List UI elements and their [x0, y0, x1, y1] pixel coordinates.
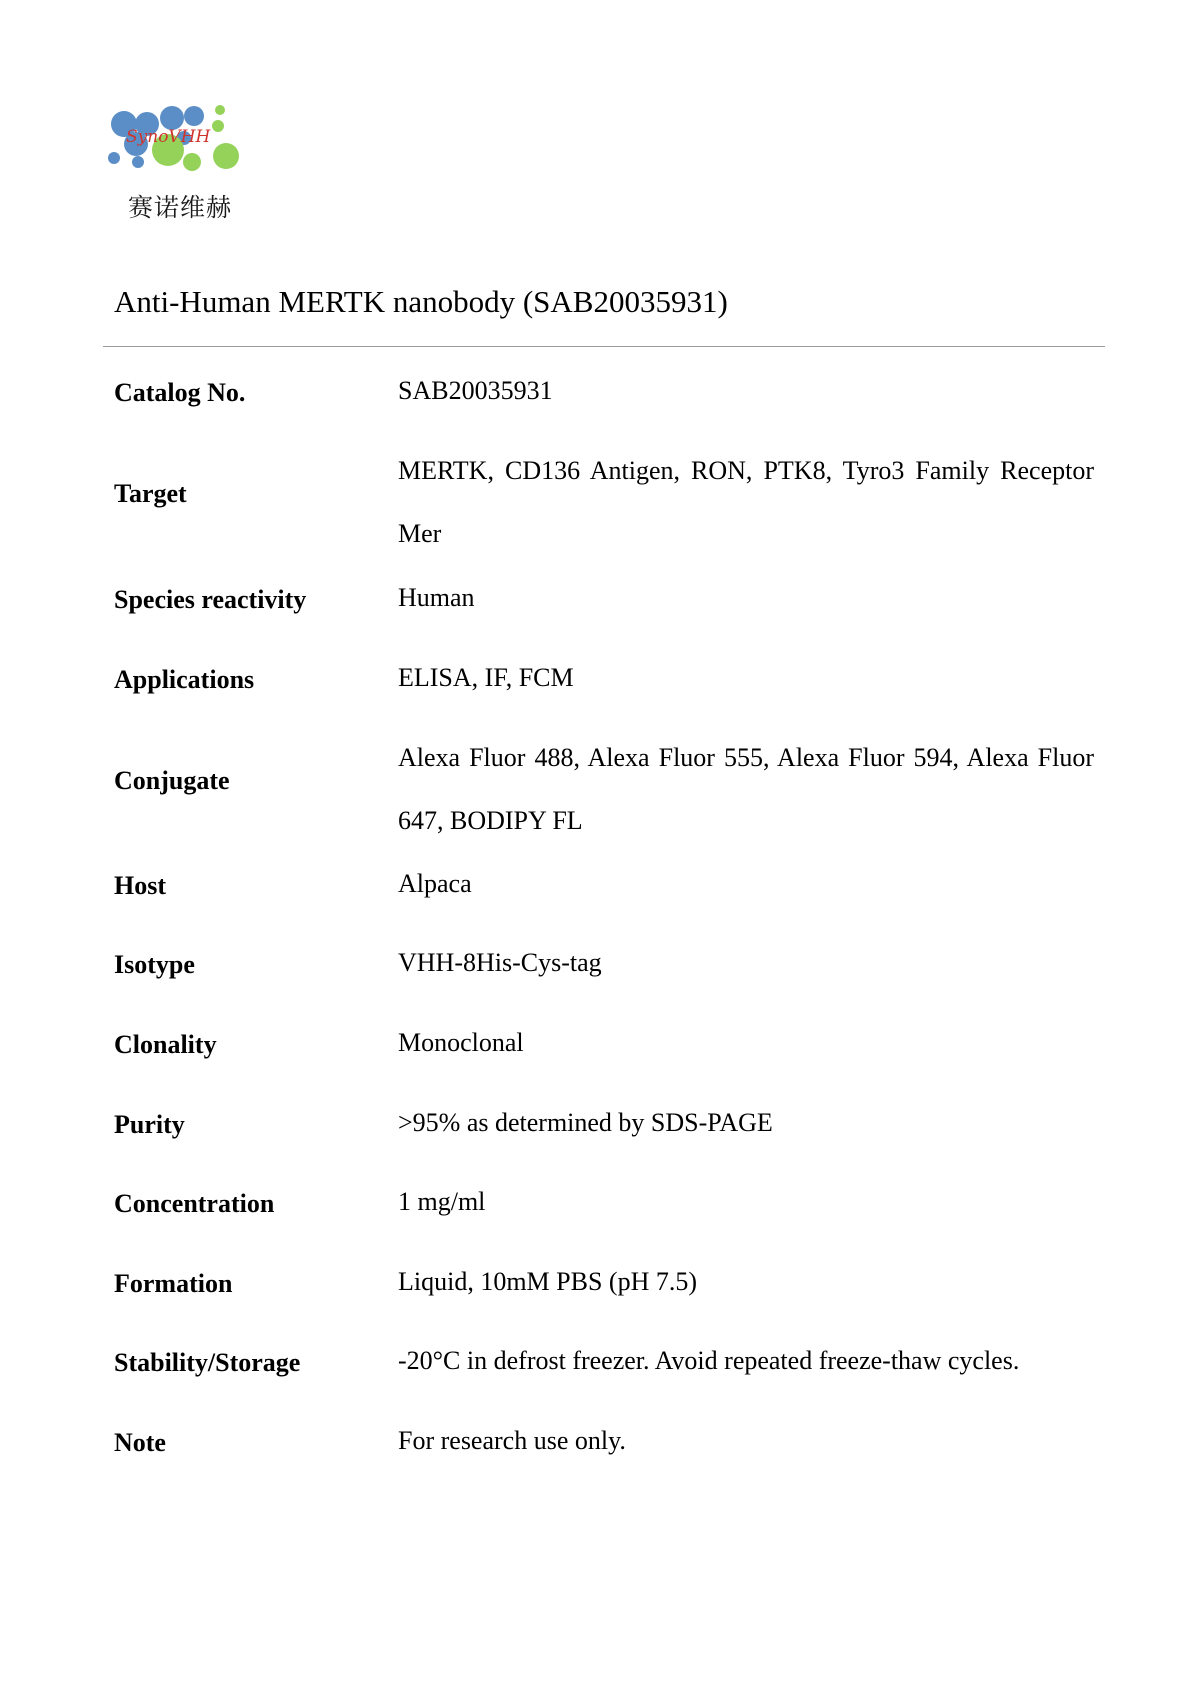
- logo-wordmark: SynoVHH: [126, 127, 211, 147]
- spec-label: Host: [114, 871, 166, 900]
- spec-label: Stability/Storage: [114, 1348, 301, 1377]
- spec-value: -20°C in defrost freezer. Avoid repeated freeze-thaw cycles.: [398, 1346, 1020, 1375]
- spec-value: For research use only.: [398, 1426, 626, 1455]
- spec-label: Target: [114, 479, 187, 508]
- company-logo: [108, 100, 258, 225]
- spec-value: VHH-8His-Cys-tag: [398, 948, 602, 977]
- spec-label: Purity: [114, 1110, 185, 1139]
- title-divider: [103, 346, 1105, 347]
- spec-value: SAB20035931: [398, 376, 553, 405]
- spec-value: Human: [398, 583, 475, 612]
- spec-value: MERTK, CD136 Antigen, RON, PTK8, Tyro3 Family Receptor Mer: [398, 456, 1094, 548]
- synovhh-logo-graphic: [108, 100, 258, 190]
- spec-label: Conjugate: [114, 766, 230, 795]
- document-title: Anti-Human MERTK nanobody (SAB20035931): [114, 284, 728, 319]
- spec-value: 1 mg/ml: [398, 1187, 486, 1216]
- logo-chinese-name: 赛诺维赫: [128, 193, 233, 222]
- spec-label: Concentration: [114, 1189, 275, 1218]
- spec-label: Applications: [114, 665, 255, 694]
- spec-label: Catalog No.: [114, 378, 246, 407]
- spec-label: Formation: [114, 1269, 233, 1298]
- spec-label: Isotype: [114, 950, 195, 979]
- spec-value: Monoclonal: [398, 1028, 524, 1057]
- spec-value: >95% as determined by SDS-PAGE: [398, 1108, 773, 1137]
- spec-value: Liquid, 10mM PBS (pH 7.5): [398, 1267, 698, 1296]
- spec-label: Species reactivity: [114, 585, 307, 614]
- spec-label: Note: [114, 1428, 166, 1457]
- spec-value: Alexa Fluor 488, Alexa Fluor 555, Alexa Fluor 594, Alexa Fluor 647, BODIPY FL: [398, 743, 1094, 835]
- spec-label: Clonality: [114, 1030, 217, 1059]
- spec-value: Alpaca: [398, 869, 472, 898]
- spec-value: ELISA, IF, FCM: [398, 663, 574, 692]
